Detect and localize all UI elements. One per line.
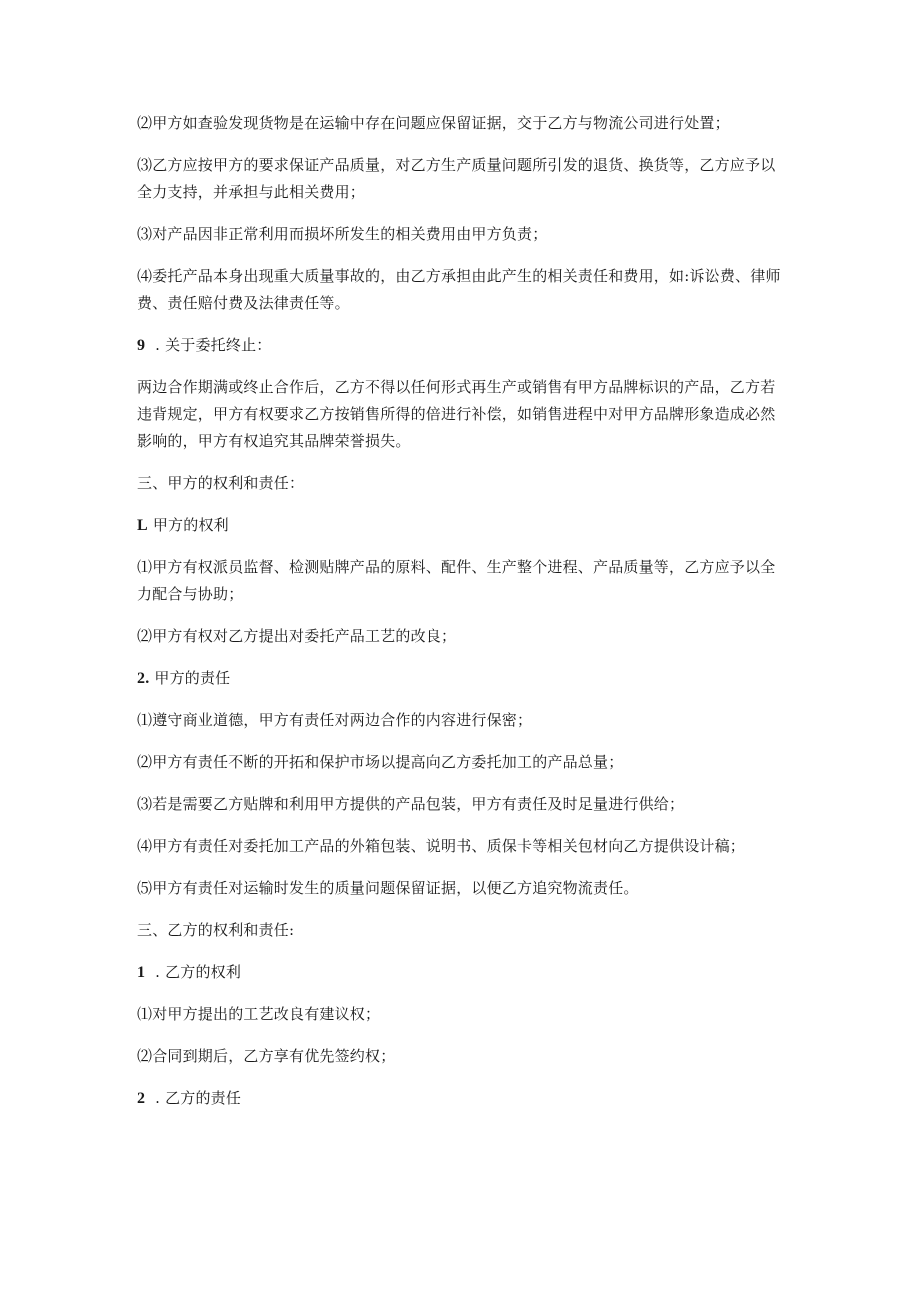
clause-paragraph: ⑵甲方有权对乙方提出对委托产品工艺的改良； <box>137 627 457 645</box>
chapter-heading: 三、乙方的权利和责任: <box>137 921 295 939</box>
clause-paragraph: ⑵合同到期后，乙方享有优先签约权； <box>137 1047 396 1065</box>
clause-paragraph: ⑵甲方有责任不断的开拓和保护市场以提高向乙方委托加工的产品总量； <box>137 753 624 771</box>
clause-paragraph: ⑸甲方有责任对运输时发生的质量问题保留证据，以便乙方追究物流责任。 <box>137 879 639 897</box>
section-number: 2 <box>137 1090 146 1107</box>
clause-paragraph: ⑴遵守商业道德，甲方有责任对两边合作的内容进行保密； <box>137 711 533 729</box>
clause-paragraph: ⑷甲方有责任对委托加工产品的外箱包装、说明书、质保卡等相关包材向乙方提供设计稿； <box>137 837 746 855</box>
section-number: 1 <box>137 964 146 981</box>
document-page <box>137 110 787 1112</box>
section-number: 9 <box>137 337 146 354</box>
section-number: L <box>137 517 148 534</box>
section-heading: 2. 甲方的责任 <box>137 669 231 687</box>
clause-paragraph: ⑷委托产品本身出现重大质量事故的，由乙方承担由此产生的相关责任和费用，如:诉讼费、律师费、责任赔付费及法律责任等。 <box>137 267 781 312</box>
clause-paragraph: 两边合作期满或终止合作后，乙方不得以任何形式再生产或销售有甲方品牌标识的产品，乙方若违背规定，甲方有权要求乙方按销售所得的倍进行补偿，如销售进程中对甲方品牌形象造成必然影响的，甲方有权追究其品牌荣誉损失。 <box>137 378 776 450</box>
clause-paragraph: ⑴甲方有权派员监督、检测贴牌产品的原料、配件、生产整个进程、产品质量等，乙方应予以全力配合与协助； <box>137 558 776 603</box>
section-heading: 1 . 乙方的权利 <box>137 963 242 981</box>
section-heading: 9 . 关于委托终止： <box>137 336 272 354</box>
section-number: 2. <box>137 670 150 687</box>
chapter-heading: 三、甲方的权利和责任： <box>137 474 305 492</box>
section-heading: 2 . 乙方的责任 <box>137 1089 242 1107</box>
clause-paragraph: ⑶乙方应按甲方的要求保证产品质量，对乙方生产质量问题所引发的退货、换货等，乙方应予以全力支持，并承担与此相关费用； <box>137 156 776 201</box>
clause-paragraph: ⑵甲方如查验发现货物是在运输中存在问题应保留证据，交于乙方与物流公司进行处置； <box>137 114 730 132</box>
clause-paragraph: ⑶对产品因非正常利用而损坏所发生的相关费用由甲方负责； <box>137 225 548 243</box>
clause-paragraph: ⑶若是需要乙方贴牌和利用甲方提供的产品包装，甲方有责任及时足量进行供给； <box>137 795 685 813</box>
clause-paragraph: ⑴对甲方提出的工艺改良有建议权； <box>137 1005 381 1023</box>
section-heading: L 甲方的权利 <box>137 516 229 534</box>
